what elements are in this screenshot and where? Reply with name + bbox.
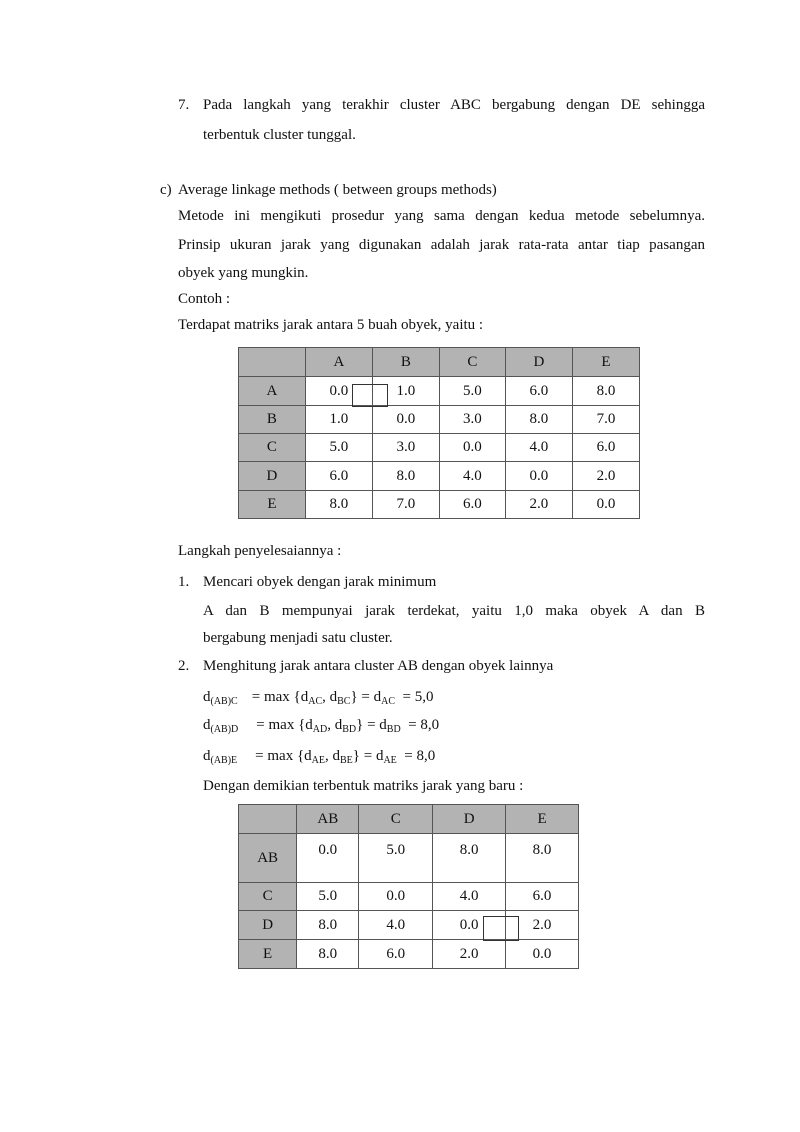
table-cell: 8.0 xyxy=(297,911,359,940)
formula-line xyxy=(203,688,434,706)
section-title: Average linkage methods ( between groups methods) xyxy=(178,182,497,198)
formula-value: = 8,0 xyxy=(408,717,440,733)
table-cell: 6.0 xyxy=(572,434,639,462)
highlight-box xyxy=(352,384,388,407)
row-header: B xyxy=(239,406,306,434)
paragraph-line: terbentuk cluster tunggal. xyxy=(203,127,356,143)
table-cell: 4.0 xyxy=(433,883,506,911)
step-number: 2. xyxy=(178,658,190,674)
formula-sub: AC xyxy=(308,696,323,707)
table-cell: 8.0 xyxy=(572,377,639,406)
column-header xyxy=(239,348,306,377)
formula-text: } = d xyxy=(352,748,384,764)
table-cell: 1.0 xyxy=(372,377,439,406)
column-header: E xyxy=(506,805,579,834)
column-header: AB xyxy=(297,805,359,834)
formula-d: d xyxy=(203,689,211,705)
formula-sub: AE xyxy=(311,755,325,766)
paragraph-line: A dan B mempunyai jarak terdekat, yaitu 1,0 maka obyek A dan B xyxy=(203,603,705,619)
table-cell: 0.0 xyxy=(439,434,505,462)
table-cell: 2.0 xyxy=(433,940,506,969)
table-row xyxy=(239,434,640,462)
table-cell: 4.0 xyxy=(505,434,572,462)
table-cell: 8.0 xyxy=(433,834,506,883)
table-cell: 0.0 xyxy=(372,406,439,434)
row-header: A xyxy=(239,377,306,406)
paragraph-line: obyek yang mungkin. xyxy=(178,265,309,281)
column-header: A xyxy=(305,348,372,377)
table-cell: 8.0 xyxy=(506,834,579,883)
steps-heading: Langkah penyelesaiannya : xyxy=(178,543,342,559)
column-header xyxy=(239,805,297,834)
table-cell: 0.0 xyxy=(505,462,572,491)
paragraph-line: Pada langkah yang terakhir cluster ABC bergabung dengan DE sehingga xyxy=(203,97,705,113)
formula-text: , d xyxy=(322,689,338,705)
table-cell: 5.0 xyxy=(305,434,372,462)
row-header: D xyxy=(239,462,306,491)
formula-text: = max {d xyxy=(251,689,309,705)
table-cell: 0.0 xyxy=(359,883,433,911)
table-row xyxy=(239,940,579,969)
formula-text: } = d xyxy=(356,717,387,733)
formula-sub: BD xyxy=(342,724,357,735)
row-header: E xyxy=(239,940,297,969)
section-label: c) xyxy=(160,182,172,198)
table-cell: 0.0 xyxy=(297,834,359,883)
formula-sub: AC xyxy=(381,696,396,707)
table-cell: 2.0 xyxy=(506,911,579,940)
paragraph-line: bergabung menjadi satu cluster. xyxy=(203,630,393,646)
table-row xyxy=(239,491,640,519)
table-cell: 2.0 xyxy=(572,462,639,491)
table-row xyxy=(239,462,640,491)
step-title: Menghitung jarak antara cluster AB dengan obyek lainnya xyxy=(203,658,554,674)
paragraph-line: Prinsip ukuran jarak yang digunakan adalah jarak rata-rata antar tiap pasangan xyxy=(178,237,705,253)
table-cell: 2.0 xyxy=(505,491,572,519)
column-header: D xyxy=(505,348,572,377)
table-cell: 8.0 xyxy=(505,406,572,434)
formula-text: = max {d xyxy=(256,717,313,733)
table-row xyxy=(239,883,579,911)
column-header: C xyxy=(359,805,433,834)
formula-line xyxy=(203,747,435,765)
formula-sub: AE xyxy=(383,755,397,766)
new-distance-matrix-table xyxy=(238,804,579,969)
table-cell: 8.0 xyxy=(297,940,359,969)
row-header: C xyxy=(239,434,306,462)
paragraph-line: Metode ini mengikuti prosedur yang sama dengan kedua metode sebelumnya. xyxy=(178,208,705,224)
table-cell: 6.0 xyxy=(506,883,579,911)
step-number: 7. xyxy=(178,97,190,113)
new-matrix-intro: Dengan demikian terbentuk matriks jarak yang baru : xyxy=(203,778,524,794)
row-header: C xyxy=(239,883,297,911)
formula-sub: BD xyxy=(386,724,401,735)
column-header: B xyxy=(372,348,439,377)
formula-sub: (AB)C xyxy=(210,696,238,707)
table-cell: 7.0 xyxy=(572,406,639,434)
table-cell: 6.0 xyxy=(359,940,433,969)
formula-d: d xyxy=(203,717,211,733)
table-cell: 8.0 xyxy=(305,491,372,519)
table-cell: 6.0 xyxy=(439,491,505,519)
formula-sub: (AB)D xyxy=(210,724,239,735)
table-cell: 6.0 xyxy=(305,462,372,491)
table-cell: 0.0 xyxy=(305,377,372,406)
formula-value: = 8,0 xyxy=(404,748,436,764)
row-header: E xyxy=(239,491,306,519)
column-header: D xyxy=(433,805,506,834)
formula-sub: BC xyxy=(337,696,351,707)
matrix-intro: Terdapat matriks jarak antara 5 buah obyek, yaitu : xyxy=(178,317,484,333)
formula-value: = 5,0 xyxy=(402,689,434,705)
step-title: Mencari obyek dengan jarak minimum xyxy=(203,574,437,590)
formula-d: d xyxy=(203,748,211,764)
distance-matrix-table xyxy=(238,347,640,519)
formula-text: = max {d xyxy=(255,748,312,764)
formula-sub: (AB)E xyxy=(210,755,238,766)
table-cell: 5.0 xyxy=(359,834,433,883)
table-cell: 0.0 xyxy=(572,491,639,519)
table-cell: 0.0 xyxy=(506,940,579,969)
table-cell: 1.0 xyxy=(305,406,372,434)
header-row xyxy=(239,348,640,377)
row-header: AB xyxy=(239,834,297,883)
table-cell: 5.0 xyxy=(297,883,359,911)
table-cell: 7.0 xyxy=(372,491,439,519)
step-number: 1. xyxy=(178,574,190,590)
table-cell: 6.0 xyxy=(505,377,572,406)
formula-text: , d xyxy=(327,717,343,733)
formula-sub: BE xyxy=(340,755,353,766)
table-row xyxy=(239,911,579,940)
formula-text: } = d xyxy=(350,689,382,705)
column-header: E xyxy=(572,348,639,377)
table-cell: 5.0 xyxy=(439,377,505,406)
table-cell: 3.0 xyxy=(372,434,439,462)
formula-text: , d xyxy=(325,748,340,764)
table-cell: 0.0 xyxy=(433,911,506,940)
row-header: D xyxy=(239,911,297,940)
column-header: C xyxy=(439,348,505,377)
table-cell: 8.0 xyxy=(372,462,439,491)
table-row xyxy=(239,406,640,434)
table-row xyxy=(239,834,579,883)
table-cell: 4.0 xyxy=(359,911,433,940)
table-cell: 4.0 xyxy=(439,462,505,491)
table-cell: 3.0 xyxy=(439,406,505,434)
formula-sub: AD xyxy=(312,724,328,735)
table-row xyxy=(239,377,640,406)
header-row xyxy=(239,805,579,834)
contoh-label: Contoh : xyxy=(178,291,231,307)
formula-line xyxy=(203,716,439,734)
highlight-box xyxy=(483,916,519,941)
